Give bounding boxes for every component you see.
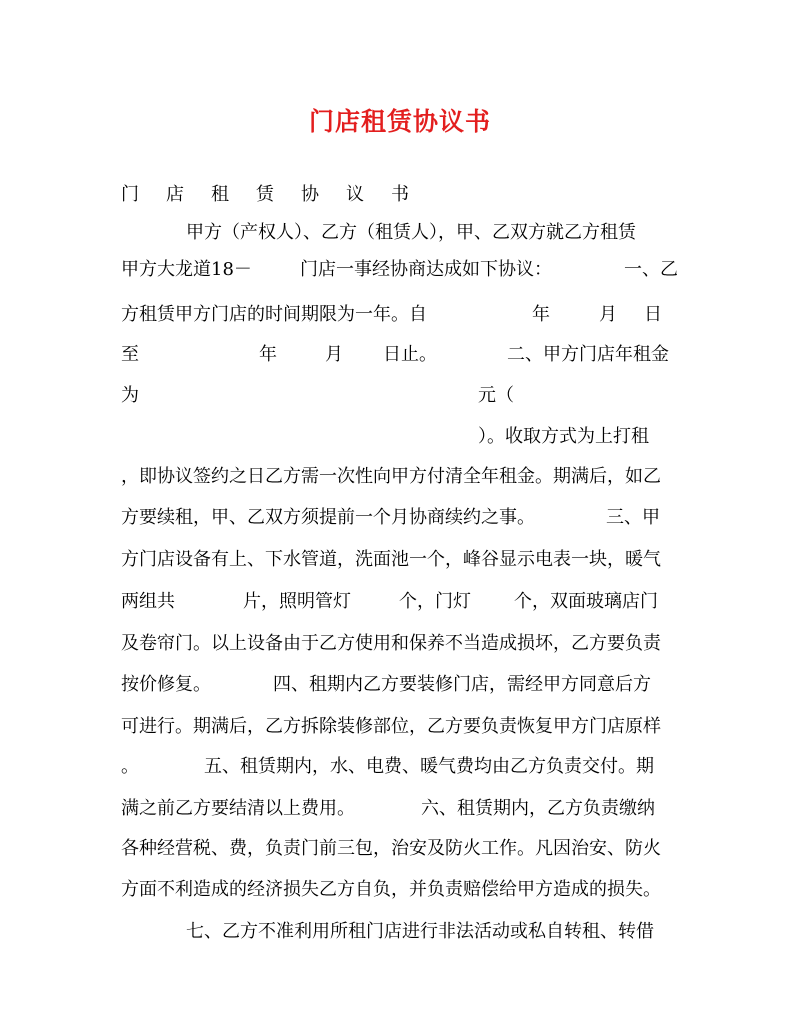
paragraph-line: 方要续租，甲、乙双方须提前一个月协商续约之事。 bbox=[121, 507, 535, 528]
paragraph-line: 日 bbox=[644, 304, 662, 325]
paragraph-line: 至 bbox=[121, 344, 139, 365]
paragraph-line: 元（ bbox=[478, 385, 514, 406]
paragraph-line: 四、租期内乙方要装修门店，需经甲方同意后方 bbox=[273, 674, 651, 695]
paragraph-line: ）。收取方式为上打租 bbox=[478, 426, 649, 447]
paragraph-line: 两组共 bbox=[121, 591, 175, 612]
paragraph-line: 方面不利造成的经济损失乙方自负，并负责赔偿给甲方造成的损失。 bbox=[121, 879, 661, 900]
paragraph-line: 二、甲方门店年租金 bbox=[507, 344, 669, 365]
paragraph-line: 。 bbox=[121, 756, 139, 777]
paragraph-line: 可进行。期满后，乙方拆除装修部位，乙方要负责恢复甲方门店原样 bbox=[121, 716, 661, 737]
paragraph-line: 及卷帘门。以上设备由于乙方使用和保养不当造成损坏，乙方要负责 bbox=[121, 633, 661, 654]
paragraph-line: 一、乙 bbox=[624, 259, 678, 280]
paragraph-line: 月 bbox=[325, 344, 343, 365]
paragraph-line: 个，门灯 bbox=[399, 591, 471, 612]
paragraph-line: 个，双面玻璃店门 bbox=[514, 591, 658, 612]
paragraph-line: 片，照明管灯 bbox=[243, 591, 351, 612]
paragraph-line: 三、甲 bbox=[606, 507, 660, 528]
paragraph-line: 为 bbox=[121, 385, 139, 406]
paragraph-line: 方门店设备有上、下水管道，洗面池一个，峰谷显示电表一块，暖气 bbox=[121, 549, 661, 570]
paragraph-line: 甲方大龙道18－ bbox=[121, 259, 252, 280]
heading-spaced: 门店租赁协议书 bbox=[121, 184, 436, 205]
paragraph-line: 方租赁甲方门店的时间期限为一年。自 bbox=[121, 304, 427, 325]
paragraph-line: 满之前乙方要结清以上费用。 bbox=[121, 798, 355, 819]
paragraph-line: 年 bbox=[259, 344, 277, 365]
paragraph-line: 日止。 bbox=[383, 344, 437, 365]
paragraph-line: 门店一事经协商达成如下协议： bbox=[300, 259, 552, 280]
paragraph-line: 各种经营税、费，负责门前三包，治安及防火工作。凡因治安、防火 bbox=[121, 838, 661, 859]
paragraph-line: 六、租赁期内，乙方负责缴纳 bbox=[421, 798, 655, 819]
paragraph-line: 按价修复。 bbox=[121, 674, 211, 695]
paragraph-line: 七、乙方不准利用所租门店进行非法活动或私自转租、转借 bbox=[186, 921, 654, 942]
paragraph-line: 甲方（产权人）、乙方（租赁人），甲、乙双方就乙方租赁 bbox=[186, 222, 636, 243]
paragraph-line: ，即协议签约之日乙方需一次性向甲方付清全年租金。期满后，如乙 bbox=[121, 466, 661, 487]
page-title: 门店租赁协议书 bbox=[308, 107, 491, 136]
paragraph-line: 月 bbox=[599, 304, 617, 325]
paragraph-line: 五、租赁期内，水、电费、暖气费均由乙方负责交付。期 bbox=[204, 756, 654, 777]
paragraph-line: 年 bbox=[532, 304, 550, 325]
